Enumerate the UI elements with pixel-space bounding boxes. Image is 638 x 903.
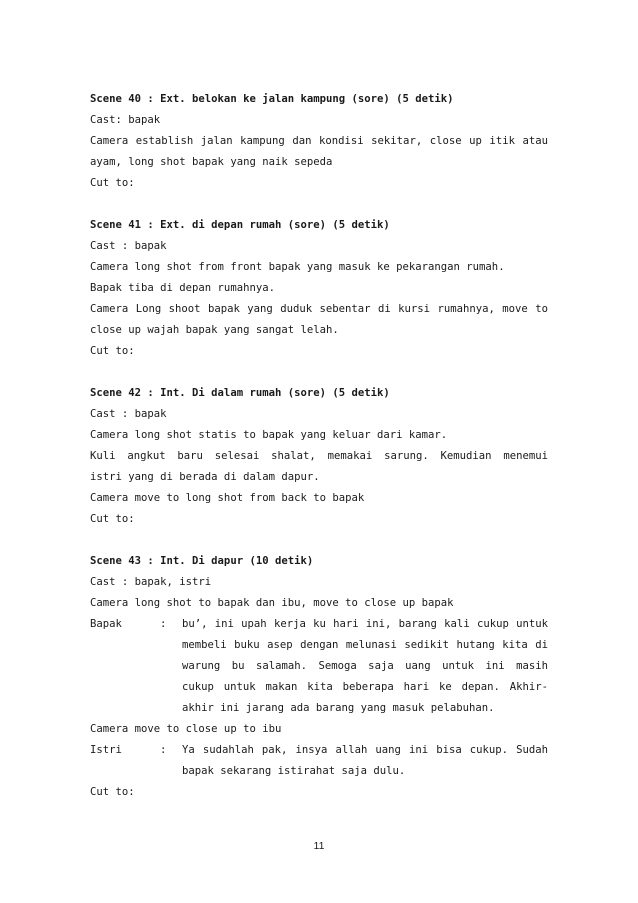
scene-gap bbox=[90, 362, 548, 383]
dialog-colon: : bbox=[160, 618, 167, 630]
action-line: Bapak tiba di depan rumahnya. bbox=[90, 282, 275, 294]
scene-heading: Scene 42 : Int. Di dalam rumah (sore) (5 detik) bbox=[90, 387, 390, 399]
dialog-istri bbox=[90, 740, 548, 782]
scene-40 bbox=[90, 89, 548, 194]
scene-gap bbox=[90, 194, 548, 215]
scene-gap bbox=[90, 530, 548, 551]
dialog-bapak bbox=[90, 614, 548, 719]
dialog-speaker: Istri bbox=[90, 744, 122, 756]
scene-41 bbox=[90, 215, 548, 362]
cast-line: Cast : bapak bbox=[90, 408, 167, 420]
scene-heading: Scene 41 : Ext. di depan rumah (sore) (5 detik) bbox=[90, 219, 390, 231]
action-line: Camera move to long shot from back to bapak bbox=[90, 492, 365, 504]
dialog-speaker: Bapak bbox=[90, 618, 122, 630]
action-line: Camera long shot to bapak dan ibu, move to close up bapak bbox=[90, 597, 454, 609]
action-line: Camera move to close up to ibu bbox=[90, 723, 282, 735]
scene-heading: Scene 43 : Int. Di dapur (10 detik) bbox=[90, 555, 314, 567]
scene-heading: Scene 40 : Ext. belokan ke jalan kampung (sore) (5 detik) bbox=[90, 93, 454, 105]
dialog-line: cukup untuk makan kita beberapa hari ke depan. Akhir- bbox=[182, 681, 548, 693]
transition-line: Cut to: bbox=[90, 786, 135, 798]
page-number: 11 bbox=[313, 840, 325, 852]
dialog-line: bapak sekarang istirahat saja dulu. bbox=[182, 765, 406, 777]
action-line: ayam, long shot bapak yang naik sepeda bbox=[90, 156, 333, 168]
dialog-line: akhir ini jarang ada barang yang masuk pelabuhan. bbox=[182, 702, 495, 714]
dialog-line: warung bu salamah. Semoga saja uang untuk ini masih bbox=[182, 660, 548, 672]
dialog-colon: : bbox=[160, 744, 167, 756]
action-line: close up wajah bapak yang sangat lelah. bbox=[90, 324, 339, 336]
script-page-content bbox=[90, 89, 548, 803]
transition-line: Cut to: bbox=[90, 513, 135, 525]
action-line: Camera long shot from front bapak yang masuk ke pekarangan rumah. bbox=[90, 261, 505, 273]
action-line: Camera establish jalan kampung dan kondisi sekitar, close up itik atau bbox=[90, 135, 548, 147]
dialog-line: membeli buku asep dengan melunasi sedikit hutang kita di bbox=[182, 639, 548, 651]
scene-42 bbox=[90, 383, 548, 530]
cast-line: Cast: bapak bbox=[90, 114, 161, 126]
dialog-line: Ya sudahlah pak, insya allah uang ini bisa cukup. Sudah bbox=[182, 744, 548, 756]
action-line: Kuli angkut baru selesai shalat, memakai sarung. Kemudian menemui bbox=[90, 450, 548, 462]
transition-line: Cut to: bbox=[90, 345, 135, 357]
dialog-line: bu’, ini upah kerja ku hari ini, barang kali cukup untuk bbox=[182, 618, 548, 630]
action-line: Camera long shot statis to bapak yang keluar dari kamar. bbox=[90, 429, 448, 441]
action-line: Camera Long shoot bapak yang duduk sebentar di kursi rumahnya, move to bbox=[90, 303, 548, 315]
dialog-speech bbox=[182, 740, 548, 782]
scene-43 bbox=[90, 551, 548, 803]
cast-line: Cast : bapak bbox=[90, 240, 167, 252]
transition-line: Cut to: bbox=[90, 177, 135, 189]
dialog-speech bbox=[182, 614, 548, 719]
cast-line: Cast : bapak, istri bbox=[90, 576, 212, 588]
action-line: istri yang di berada di dalam dapur. bbox=[90, 471, 320, 483]
